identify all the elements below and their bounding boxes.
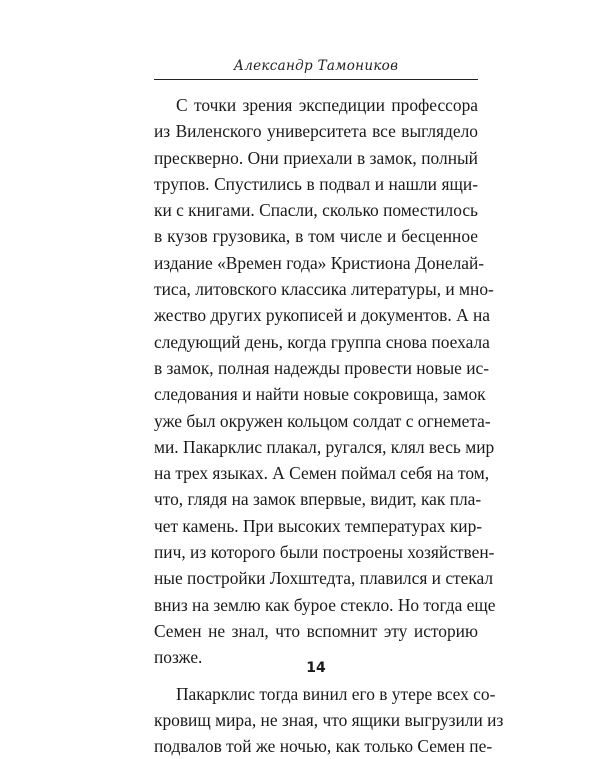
text-line: позже. <box>154 647 203 668</box>
text-line: чет камень. При высоких температурах кир- <box>154 515 483 536</box>
text-line: пич, из которого были построены хозяйствен- <box>154 542 495 563</box>
text-line: кровищ мира, не зная, что ящики выгрузили из <box>154 709 504 730</box>
text-line: ные постройки Лохштедта, плавился и стекал <box>154 568 494 589</box>
page-number: 14 <box>306 660 326 676</box>
text-line: ки с книгами. Спасли, сколько поместилось <box>154 200 478 221</box>
paragraph-1 <box>154 92 496 671</box>
text-line: жество других рукописей и документов. А на <box>154 305 491 326</box>
text-line: подвалов той же ночью, как только Семен пе- <box>154 736 493 757</box>
text-line: Пакарклис тогда винил его в утере всех со- <box>176 683 496 704</box>
text-line: Семен не знал, что вспомнит эту историю <box>154 620 478 641</box>
text-line: тиса, литовского классика литературы, и мно- <box>154 279 494 300</box>
text-line: следующий день, когда группа снова поехала <box>154 331 490 352</box>
text-line: трупов. Спустились в подвал и нашли ящи- <box>154 173 478 194</box>
text-line: в кузов грузовика, в том числе и бесценное <box>154 226 478 247</box>
text-line: ми. Пакарклис плакал, ругался, клял весь мир <box>154 436 495 457</box>
text-line: С точки зрения экспедиции профессора <box>176 95 478 115</box>
text-line: следования и найти новые сокровища, замок <box>154 384 486 405</box>
header-rule <box>154 79 478 80</box>
text-line: из Виленского университета все выглядело <box>154 121 478 142</box>
text-line: в замок, полная надежды провести новые ис- <box>154 357 490 378</box>
text-line: уже был окружен кольцом солдат с огнемета- <box>154 410 491 431</box>
running-header-author: Александр Тамоников <box>233 58 399 74</box>
paragraph-2 <box>154 681 504 759</box>
text-line: издание «Времен года» Кристиона Донелай- <box>154 252 485 273</box>
text-line: что, глядя на замок впервые, видит, как пла- <box>154 489 482 510</box>
body-text <box>154 92 504 759</box>
text-line: вниз на землю как бурое стекло. Но тогда еще <box>154 594 496 615</box>
text-line: прескверно. Они приехали в замок, полный <box>154 147 478 168</box>
text-line: на трех языках. А Семен поймал себя на том, <box>154 463 490 484</box>
